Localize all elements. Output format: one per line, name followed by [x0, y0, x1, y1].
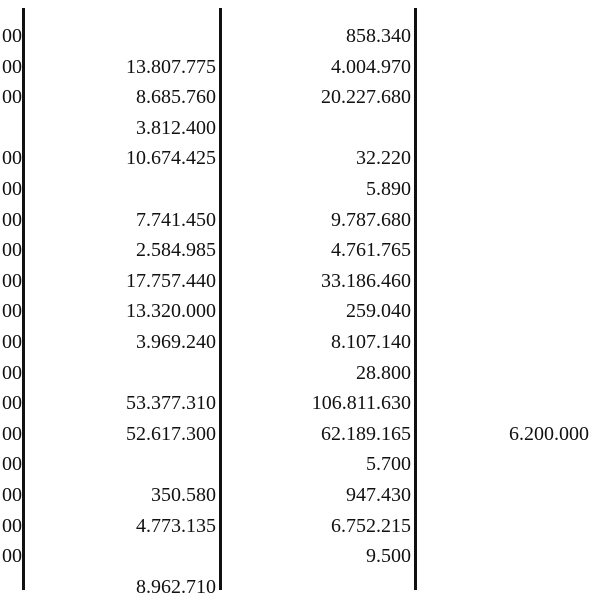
table-cell-col-4: 6.200.000	[509, 422, 589, 445]
table-cell-col-2: 8.962.710	[136, 575, 216, 598]
table-cell-col-1: 00	[2, 177, 22, 200]
table-row	[0, 572, 600, 600]
table-cell-col-2: 17.757.440	[126, 269, 216, 292]
table-cell-col-3: 32.220	[356, 147, 411, 170]
table-cell-col-1: 00	[2, 422, 22, 445]
table-row	[0, 174, 600, 205]
table-row	[0, 205, 600, 236]
table-cell-col-1: 00	[2, 269, 22, 292]
table-row	[0, 511, 600, 542]
table-cell-col-1: 00	[2, 55, 22, 78]
table-cell-col-3: 20.227.680	[321, 86, 411, 109]
table-row	[0, 113, 600, 144]
table-cell-col-2: 13.320.000	[126, 300, 216, 323]
table-cell-col-1: 00	[2, 208, 22, 231]
table-cell-col-2: 13.807.775	[126, 55, 216, 78]
table-row	[0, 358, 600, 389]
table-cell-col-2: 10.674.425	[126, 147, 216, 170]
table-row	[0, 266, 600, 297]
table-body	[0, 21, 600, 600]
table-cell-col-2: 350.580	[151, 483, 216, 506]
table-cell-col-1: 00	[2, 361, 22, 384]
table-cell-col-2: 2.584.985	[136, 239, 216, 262]
table-cell-col-1: 00	[2, 392, 22, 415]
table-cell-col-2: 8.685.760	[136, 86, 216, 109]
table-cell-col-2: 3.812.400	[136, 116, 216, 139]
table-cell-col-3: 858.340	[346, 25, 411, 47]
table-cell-col-2: 53.377.310	[126, 392, 216, 415]
table-cell-col-2: 3.969.240	[136, 330, 216, 353]
table-cell-col-2: 7.741.450	[136, 208, 216, 231]
table-cell-col-3: 9.500	[366, 545, 411, 568]
table-cell-col-3: 6.752.215	[331, 514, 411, 537]
table-row	[0, 449, 600, 480]
table-row	[0, 82, 600, 113]
table-cell-col-3: 259.040	[346, 300, 411, 323]
table-cell-col-1: 00	[2, 514, 22, 537]
table-row	[0, 235, 600, 266]
table-row	[0, 327, 600, 358]
table-cell-col-1: 00	[2, 483, 22, 506]
table-cell-col-3: 947.430	[346, 483, 411, 506]
table-cell-col-1: 00	[2, 300, 22, 323]
table-cell-col-1: 00	[2, 453, 22, 476]
table-row	[0, 296, 600, 327]
table-row	[0, 388, 600, 419]
table-cell-col-3: 4.004.970	[331, 55, 411, 78]
table-cell-col-3: 106.811.630	[311, 392, 411, 415]
table-cell-col-1: 00	[2, 330, 22, 353]
table-row	[0, 143, 600, 174]
table-cell-col-1: 00	[2, 147, 22, 170]
table-row	[0, 419, 600, 450]
table-cell-col-1: 00	[2, 239, 22, 262]
table-cell-col-2: 52.617.300	[126, 422, 216, 445]
table-cell-col-3: 62.189.165	[321, 422, 411, 445]
table-cell-col-3: 5.700	[366, 453, 411, 476]
table-cell-col-3: 9.787.680	[331, 208, 411, 231]
table-row	[0, 21, 600, 52]
table-row	[0, 480, 600, 511]
table-cell-col-2: 4.773.135	[136, 514, 216, 537]
table-cell-col-3: 5.890	[366, 177, 411, 200]
table-cell-col-3: 33.186.460	[321, 269, 411, 292]
table-row	[0, 541, 600, 572]
table-cell-col-3: 4.761.765	[331, 239, 411, 262]
table-cell-col-1: 00	[2, 25, 22, 47]
table-cell-col-3: 28.800	[356, 361, 411, 384]
table-row	[0, 52, 600, 83]
table-cell-col-1: 00	[2, 545, 22, 568]
table-cell-col-1: 00	[2, 86, 22, 109]
table-cell-col-3: 8.107.140	[331, 330, 411, 353]
